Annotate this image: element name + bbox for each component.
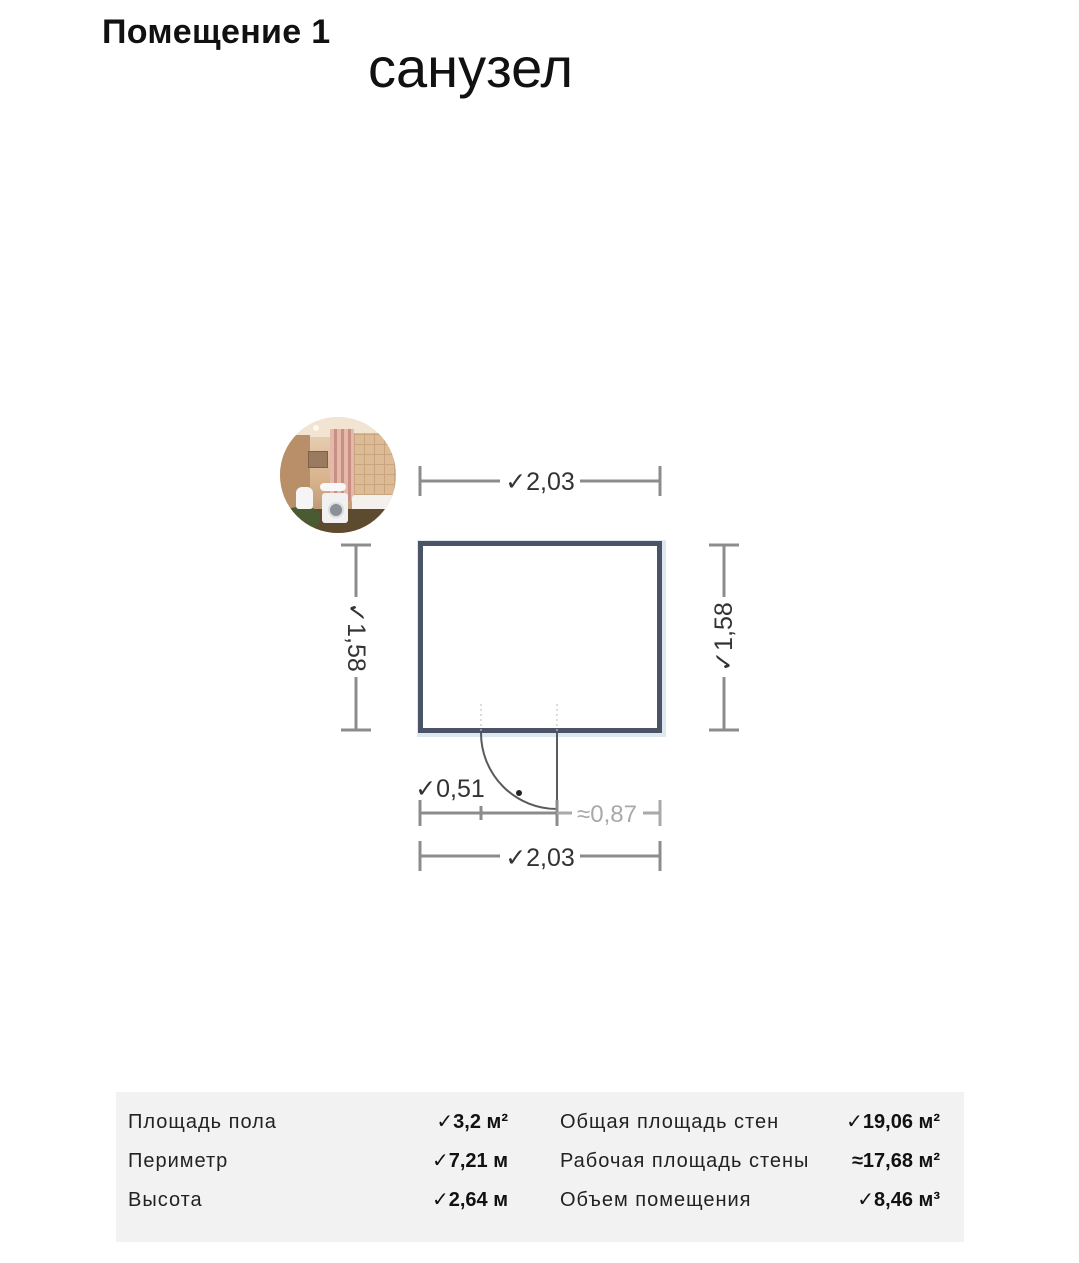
door-remainder-label: ≈0,87 (577, 801, 637, 828)
working-wall-area-label: Рабочая площадь стены (560, 1150, 810, 1172)
floor-area-value: ✓3,2 м² (436, 1111, 508, 1133)
room-photo-thumbnail[interactable] (280, 417, 396, 533)
photo-rug (284, 507, 320, 529)
right-height-label: ✓1,58 (710, 602, 738, 672)
height-label: Высота (128, 1189, 203, 1211)
total-wall-area-label: Общая площадь стен (560, 1111, 780, 1133)
room-stats-table (116, 1092, 964, 1242)
bottom-width-dimension (420, 841, 660, 872)
photo-wall-cabinet (308, 451, 328, 468)
perimeter-label: Периметр (128, 1150, 229, 1172)
left-height-label: ✓1,58 (342, 602, 370, 672)
photo-washer-door (328, 502, 344, 518)
top-width-label: ✓2,03 (505, 468, 575, 496)
room-volume-label: Объем помещения (560, 1189, 752, 1211)
door-swing-arc (481, 733, 557, 809)
working-wall-area-value: ≈17,68 м² (851, 1150, 940, 1172)
door (481, 704, 557, 810)
room-wall-outline (419, 542, 664, 735)
perimeter-value: ✓7,21 м (431, 1150, 508, 1172)
photo-washing-machine (322, 493, 348, 523)
height-value: ✓2,64 м (431, 1189, 508, 1211)
photo-toilet (296, 487, 313, 509)
door-dimension (415, 775, 660, 828)
left-height-dimension (341, 545, 371, 730)
right-height-dimension (709, 545, 739, 730)
top-width-dimension (420, 466, 660, 496)
floor-area-label: Площадь пола (128, 1111, 277, 1133)
stats-row (116, 1103, 964, 1142)
bottom-width-label: ✓2,03 (505, 844, 575, 872)
room-walls (421, 544, 660, 731)
stats-row (116, 1142, 964, 1181)
photo-sink (320, 483, 346, 491)
photo-ceiling-light (313, 425, 319, 431)
room-volume-value: ✓8,46 м³ (857, 1189, 940, 1211)
total-wall-area-value: ✓19,06 м² (846, 1111, 940, 1133)
door-offset-label: ✓0,51 (415, 775, 485, 803)
photo-tiled-wall (354, 433, 396, 495)
room-title: Помещение 1 (102, 13, 331, 51)
stats-row (116, 1181, 964, 1220)
door-handle-dot (516, 790, 522, 796)
room-name-label: санузел (368, 36, 574, 99)
